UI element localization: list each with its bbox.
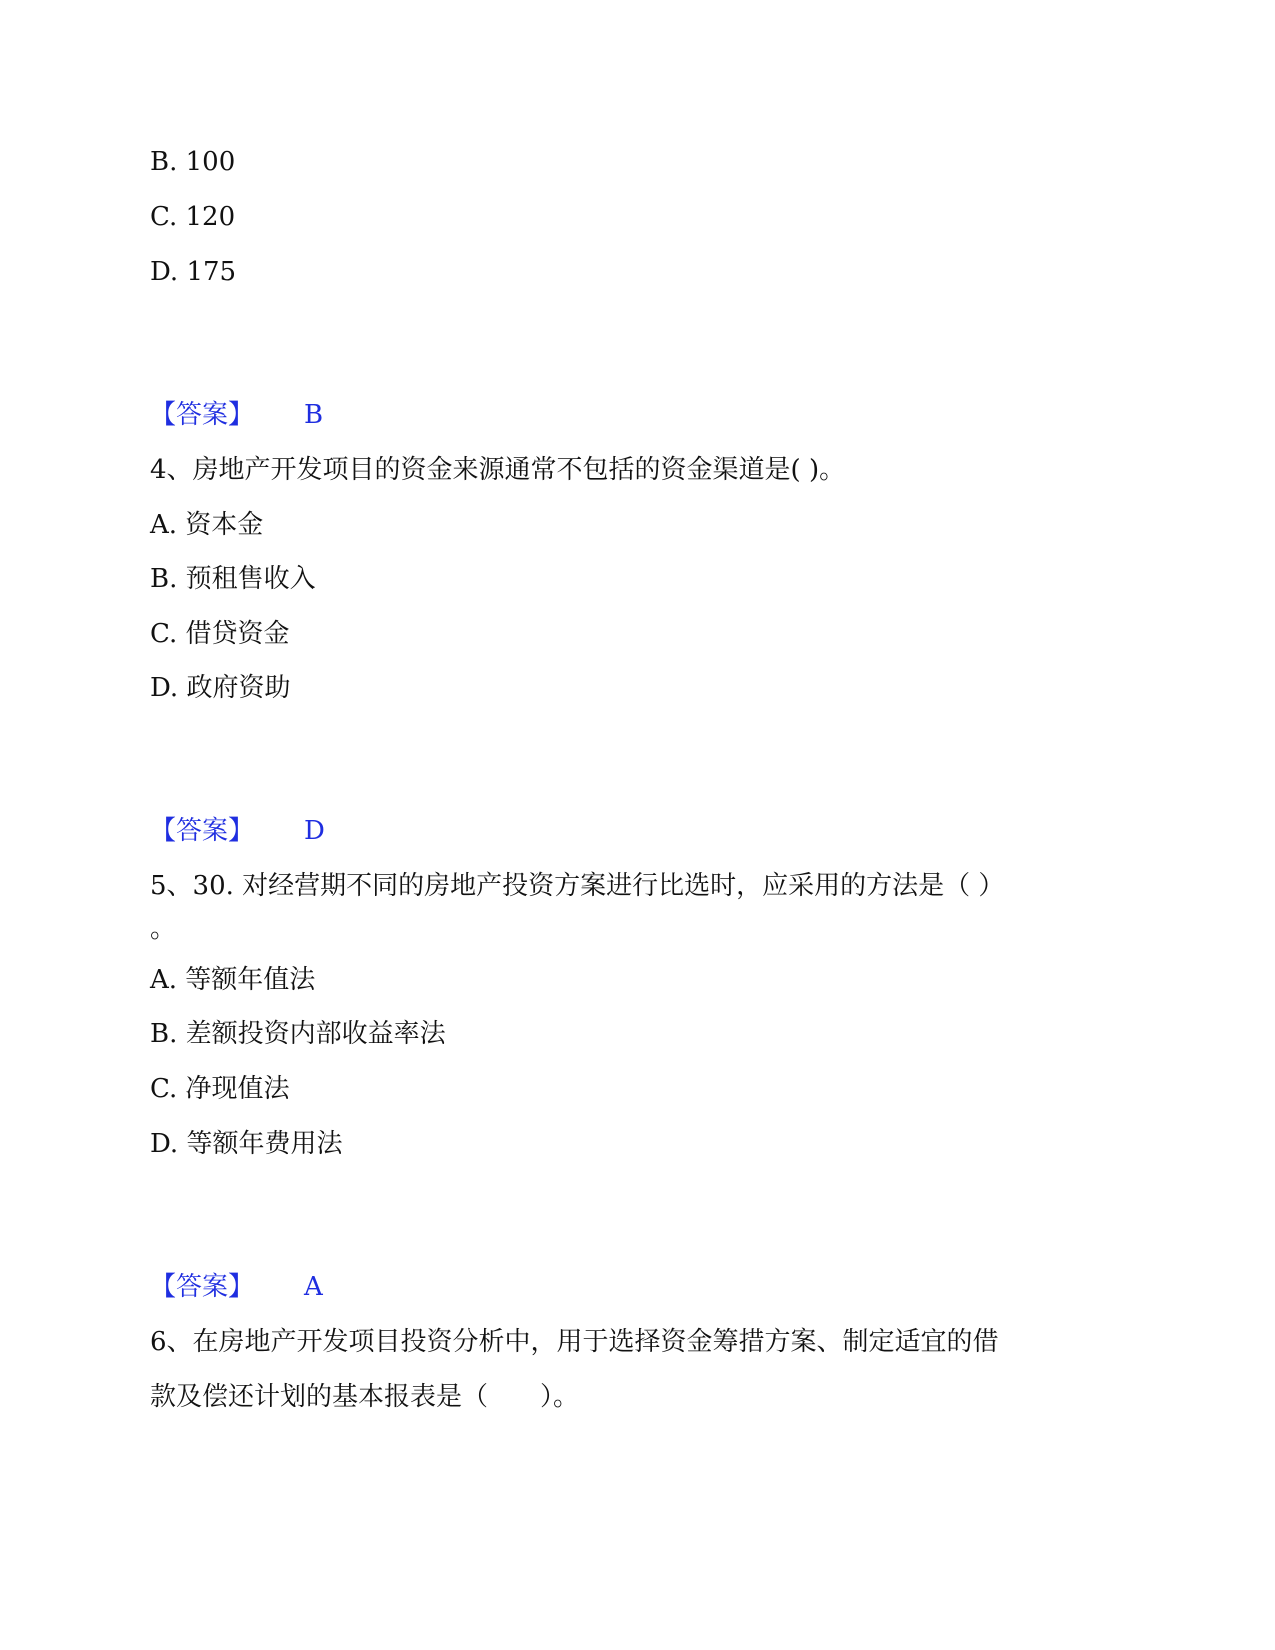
q5-option-a: A. 等额年值法 [150, 965, 316, 995]
q4-answer [150, 814, 325, 848]
q6-question-line-2: 款及偿还计划的基本报表是（ ）。 [150, 1382, 580, 1412]
answer-label: 【答案】 [150, 816, 255, 846]
q5-question-line-2: 。 [150, 914, 177, 944]
q6-question-line-1: 6、在房地产开发项目投资分析中，用于选择资金筹措方案、制定适宜的借 [150, 1327, 999, 1357]
q4-option-c: C. 借贷资金 [150, 619, 290, 649]
answer-label: 【答案】 [150, 1272, 255, 1302]
q4-option-b: B. 预租售收入 [150, 564, 316, 594]
q5-option-b: B. 差额投资内部收益率法 [150, 1019, 446, 1049]
answer-value: B [304, 400, 324, 430]
q4-question: 4、房地产开发项目的资金来源通常不包括的资金渠道是( )。 [150, 455, 846, 485]
q4-option-d: D. 政府资助 [150, 673, 291, 703]
q3-answer [150, 398, 323, 432]
q4-option-a: A. 资本金 [150, 510, 264, 540]
q3-option-d: D. 175 [150, 257, 237, 287]
q3-option-c: C. 120 [150, 202, 236, 232]
q5-answer [150, 1270, 323, 1304]
q5-question-line-1: 5、30. 对经营期不同的房地产投资方案进行比选时，应采用的方法是（ ） [150, 871, 1005, 901]
answer-label: 【答案】 [150, 400, 255, 430]
q5-option-d: D. 等额年费用法 [150, 1129, 343, 1159]
q5-option-c: C. 净现值法 [150, 1074, 290, 1104]
answer-value: A [304, 1272, 323, 1302]
q3-option-b: B. 100 [150, 147, 236, 177]
answer-value: D [304, 816, 325, 846]
